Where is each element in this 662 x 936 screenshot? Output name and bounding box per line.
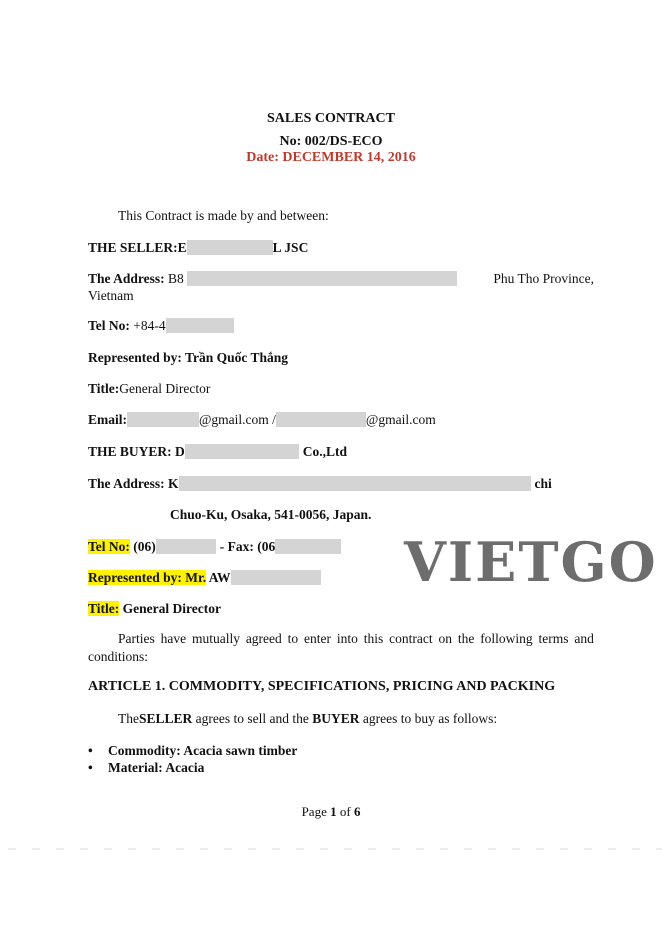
- redaction-box: [127, 412, 199, 427]
- seller-address-line: [88, 271, 594, 287]
- buyer-address-line2: Chuo-Ku, Osaka, 541-0056, Japan.: [170, 507, 372, 522]
- parties-word: and: [574, 631, 594, 646]
- list-item-text: Commodity: Acacia sawn timber: [108, 743, 298, 758]
- buyer-address-line: [88, 476, 552, 492]
- page-total: 6: [353, 804, 361, 819]
- bullet-icon: •: [88, 760, 93, 775]
- article-1-heading: ARTICLE 1. COMMODITY, SPECIFICATIONS, PRICING AND PACKING: [88, 679, 556, 694]
- seller-rep-line: [88, 350, 288, 366]
- redaction-box: [179, 476, 531, 491]
- parties-paragraph-line1: [118, 631, 594, 647]
- parties-paragraph-line2: conditions:: [88, 649, 148, 664]
- page-current: 1: [330, 804, 337, 819]
- seller-tel-value: +84-4: [133, 318, 166, 333]
- buyer-rep-line: [88, 570, 321, 586]
- seller-email-part1: @gmail.com /: [199, 412, 276, 427]
- parties-word: into: [336, 631, 358, 646]
- parties-word: terms: [538, 631, 569, 646]
- list-item: [88, 743, 297, 759]
- parties-word: agreed: [245, 631, 282, 646]
- seller-rep-label: Represented by:: [88, 350, 182, 365]
- buyer-title-line: [88, 601, 221, 617]
- seller-email-label: Email:: [88, 412, 127, 427]
- seller-email-line: [88, 412, 436, 428]
- seller-name-end: L JSC: [272, 240, 309, 255]
- seller-word: SELLER: [139, 711, 193, 726]
- seller-line: [88, 240, 308, 256]
- redaction-box: [276, 412, 366, 427]
- vietgo-watermark: VIETGO: [404, 530, 658, 594]
- buyer-word: BUYER: [312, 711, 360, 726]
- intro-text: This Contract is made by and between:: [118, 208, 329, 223]
- seller-tel-line: [88, 318, 234, 334]
- document-title: SALES CONTRACT: [267, 111, 395, 126]
- buyer-name-end: Co.,Ltd: [302, 444, 348, 459]
- sentence-mid: agrees to sell and the: [195, 711, 309, 726]
- buyer-title-value: General Director: [122, 601, 221, 616]
- sentence-pre: The: [118, 711, 139, 726]
- redaction-box: [275, 539, 341, 554]
- buyer-rep-label: Represented by: Mr.: [88, 570, 207, 585]
- sentence-post: agrees to buy as follows:: [362, 711, 498, 726]
- parties-word: the: [457, 631, 475, 646]
- buyer-address-label: The Address: K: [88, 476, 179, 491]
- buyer-label: THE BUYER: D: [88, 444, 185, 459]
- article-1-sentence: [118, 711, 497, 727]
- list-item: [88, 760, 204, 776]
- parties-word: enter: [304, 631, 332, 646]
- seller-address-end: Phu Tho Province,: [493, 271, 594, 286]
- parties-word: to: [287, 631, 299, 646]
- buyer-tel-label: Tel No:: [88, 539, 130, 554]
- redaction-box: [231, 570, 321, 585]
- seller-tel-label: Tel No:: [88, 318, 130, 333]
- seller-rep-name: Trần Quốc Thắng: [185, 350, 289, 365]
- seller-address-start: B8: [168, 271, 184, 286]
- buyer-line: [88, 444, 347, 460]
- seller-address-label: The Address:: [88, 271, 165, 286]
- redaction-box: [187, 240, 273, 255]
- page-mid: of: [339, 804, 351, 819]
- page-prefix: Page: [301, 804, 327, 819]
- contract-number: No: 002/DS-ECO: [279, 134, 383, 149]
- buyer-tel-value: (06): [133, 539, 156, 554]
- seller-title-label: Title:: [88, 381, 120, 396]
- parties-word: following: [480, 631, 533, 646]
- redaction-box: [187, 271, 457, 286]
- scan-artifact-divider: [0, 848, 662, 850]
- buyer-address-end: chi: [534, 476, 552, 491]
- seller-address-line2: Vietnam: [88, 288, 134, 303]
- seller-name-start: E: [177, 240, 187, 255]
- seller-title-value: General Director: [119, 381, 211, 396]
- buyer-title-label: Title:: [88, 601, 120, 616]
- contract-date: Date: DECEMBER 14, 2016: [246, 150, 416, 165]
- parties-word: Parties: [118, 631, 155, 646]
- buyer-tel-line: [88, 539, 341, 555]
- parties-word: this: [363, 631, 384, 646]
- parties-word: mutually: [191, 631, 240, 646]
- parties-word: on: [438, 631, 452, 646]
- seller-label: THE SELLER:: [88, 240, 178, 255]
- parties-word: contract: [389, 631, 433, 646]
- buyer-fax-label: - Fax: (06: [219, 539, 276, 554]
- list-item-text: Material: Acacia: [108, 760, 205, 775]
- seller-email-part2: @gmail.com: [365, 412, 436, 427]
- page-footer: [0, 804, 662, 820]
- redaction-box: [185, 444, 299, 459]
- parties-word: have: [160, 631, 187, 646]
- redaction-box: [166, 318, 234, 333]
- bullet-icon: •: [88, 743, 93, 758]
- redaction-box: [156, 539, 216, 554]
- seller-title-line: [88, 381, 210, 397]
- buyer-rep-name-start: AW: [208, 570, 231, 585]
